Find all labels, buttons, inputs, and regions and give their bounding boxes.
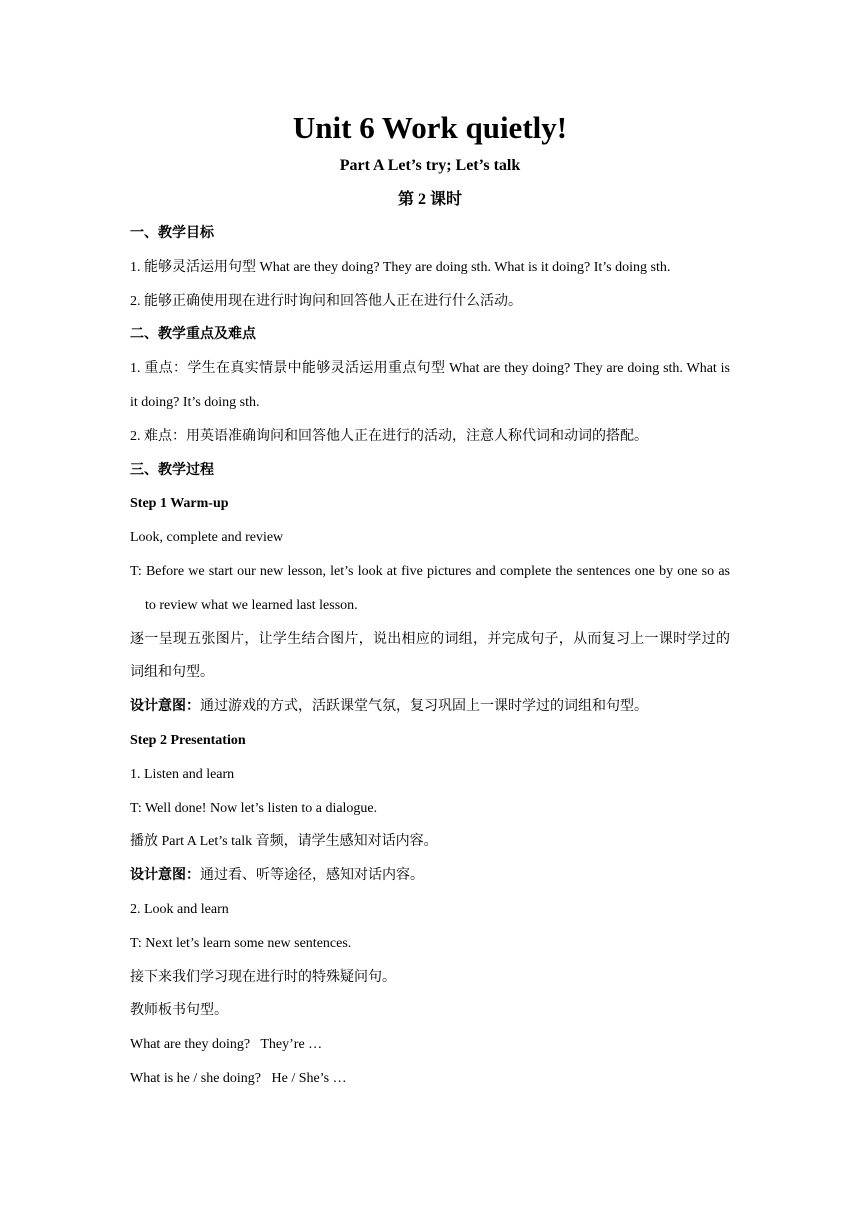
step1-design-intent (130, 690, 730, 724)
step2-sub-look: 2. Look and learn (130, 901, 229, 917)
sentence-pattern-2: What is he / she doing? He / She’s … (130, 1070, 347, 1086)
document-subtitle: Part A Let’s try; Let’s talk (339, 157, 521, 174)
section-heading-process: 三、教学过程 (130, 462, 214, 478)
section-heading-key-points: 二、教学重点及难点 (130, 327, 256, 343)
step2-note-2: 接下来我们学习现在进行时的特殊疑问句。 (130, 969, 396, 985)
step2-teacher-line-1: T: Well done! Now let’s listen to a dialogue. (130, 800, 378, 816)
step2-sub-listen: 1. Listen and learn (130, 766, 235, 782)
step1-subtitle: Look, complete and review (130, 530, 284, 546)
section-heading-objectives: 一、教学目标 (130, 226, 214, 241)
document-title: Unit 6 Work quietly! (292, 110, 568, 145)
key-point-item-2: 2. 难点：用英语准确询问和回答他人正在进行的活动，注意人称代词和动词的搭配。 (130, 428, 648, 444)
step2-note-1: 播放 Part A Let’s talk 音频，请学生感知对话内容。 (130, 834, 438, 850)
document-body (130, 217, 730, 1096)
step2-title: Step 2 Presentation (130, 732, 246, 748)
step1-teacher-line: T: Before we start our new lesson, let’s look at five pictures and complete the sentences one by one so as to review what we learned last lesson. (130, 563, 730, 613)
sentence-pattern-1: What are they doing? They’re … (130, 1037, 323, 1053)
objective-item-2: 2. 能够正确使用现在进行时询问和回答他人正在进行什么活动。 (130, 293, 522, 309)
design-intent-label: 设计意图： (130, 699, 200, 715)
design-intent-text: 通过游戏的方式，活跃课堂气氛，复习巩固上一课时学过的词组和句型。 (200, 699, 648, 715)
step1-title: Step 1 Warm-up (130, 496, 229, 512)
step1-note: 逐一呈现五张图片，让学生结合图片，说出相应的词组，并完成句子，从而复习上一课时学过的词组和句型。 (130, 631, 730, 681)
design-intent-label: 设计意图： (130, 868, 200, 884)
key-point-item-1: 1. 重点：学生在真实情景中能够灵活运用重点句型 What are they doing? They are doing sth. What is it doing? It’s doing sth. (130, 361, 730, 410)
step2-design-intent (130, 859, 730, 893)
lesson-number: 第 2 课时 (397, 191, 462, 208)
step2-teacher-line-2: T: Next let’s learn some new sentences. (130, 935, 352, 951)
design-intent-text: 通过看、听等途径，感知对话内容。 (200, 868, 424, 884)
step2-note-3: 教师板书句型。 (130, 1003, 228, 1019)
objective-item-1: 1. 能够灵活运用句型 What are they doing? They are doing sth. What is it doing? It’s doing sth. (130, 259, 671, 275)
